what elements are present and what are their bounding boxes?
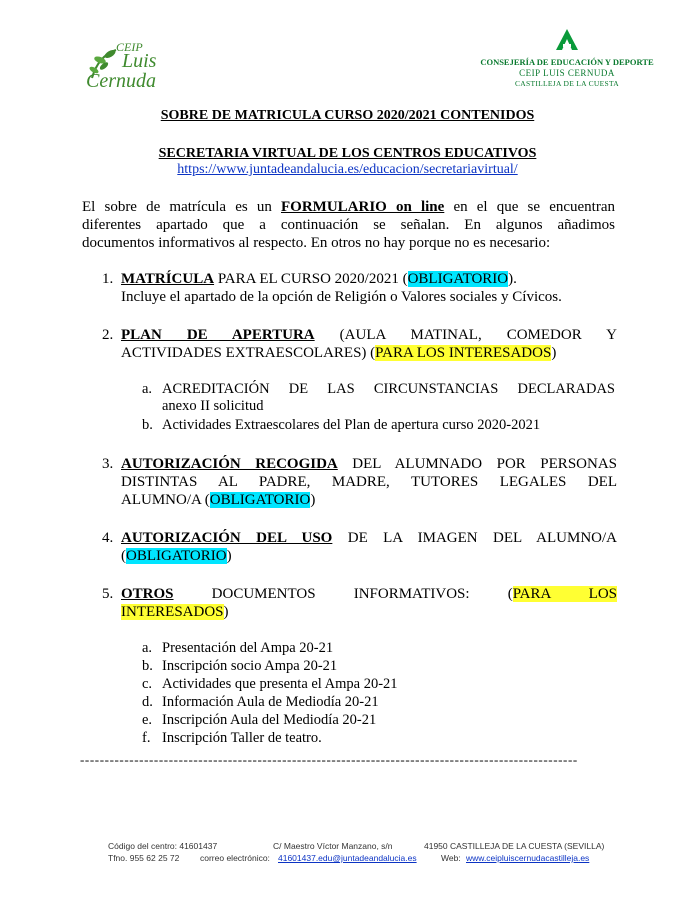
item-heading: MATRÍCULA (121, 271, 215, 287)
item-number: 3. (102, 456, 114, 472)
document-title: SOBRE DE MATRICULA CURSO 2020/2021 CONTENIDOS (160, 108, 535, 123)
footer-city: 41950 CASTILLEJA DE LA CUESTA (SEVILLA) (424, 841, 605, 851)
interesados-badge: PARA LOS (512, 586, 617, 602)
town-line: CASTILLEJA DE LA CUESTA (514, 79, 619, 88)
logo-ceip-text: CEIP (116, 40, 143, 54)
intro-paragraph (82, 198, 615, 252)
logo-name-last: Cernuda (86, 70, 156, 92)
consejeria-line: CONSEJERÍA DE EDUCACIÓN Y DEPORTE (480, 57, 654, 67)
junta-andalucia-logo-icon (552, 28, 582, 52)
school-name-line: CEIP LUIS CERNUDA (519, 68, 615, 78)
footer-web-label: Web: (441, 853, 461, 863)
obligatorio-badge: OBLIGATORIO (209, 492, 311, 508)
obligatorio-badge: OBLIGATORIO (407, 271, 509, 287)
footer-email-link[interactable]: 41601437.edu@juntadeandalucia.es (278, 853, 417, 863)
footer-center-code: Código del centro: 41601437 (108, 841, 218, 851)
formulario-emphasis: FORMULARIO on line (281, 199, 445, 215)
intro-line-2: diferentes apartado que a continuación se señalan. En algunos añadimos (82, 217, 615, 233)
footer-web-link[interactable]: www.ceipluiscernudacastilleja.es (466, 853, 590, 863)
item-heading: AUTORIZACIÓN DEL USO (121, 530, 333, 546)
secretaria-virtual-link[interactable]: https://www.juntadeandalucia.es/educacion/secretariavirtual/ (177, 162, 518, 177)
item-number: 5. (102, 586, 114, 602)
section-title: SECRETARIA VIRTUAL DE LOS CENTROS EDUCATIVOS (158, 146, 537, 161)
footer-email-label: correo electrónico: (200, 853, 270, 863)
intro-line-1: El sobre de matrícula es un FORMULARIO on line en el que se encuentran (82, 199, 615, 215)
institution-header (467, 28, 667, 89)
school-logo (86, 40, 166, 96)
interesados-badge: PARA LOS INTERESADOS (375, 345, 552, 361)
dashed-separator: ----------------------------------------------------------------------------------------------------- (80, 752, 578, 767)
footer-address: C/ Maestro Víctor Manzano, s/n (273, 841, 393, 851)
intro-line-3: documentos informativos al respecto. En otros no hay porque no es necesario: (82, 235, 551, 251)
interesados-badge: INTERESADOS (121, 604, 224, 620)
item-number: 1. (102, 271, 114, 287)
item-description: Incluye el apartado de la opción de Religión o Valores sociales y Cívicos. (121, 289, 562, 305)
item-number: 4. (102, 530, 114, 546)
logo-name-first: Luis (122, 50, 157, 72)
item-heading: PLAN DE APERTURA (121, 327, 315, 343)
item-number: 2. (102, 327, 114, 343)
footer-phone: Tfno. 955 62 25 72 (108, 853, 180, 863)
item-heading: AUTORIZACIÓN RECOGIDA (121, 456, 338, 472)
obligatorio-badge: OBLIGATORIO (126, 548, 227, 564)
item-heading: OTROS (121, 586, 174, 602)
